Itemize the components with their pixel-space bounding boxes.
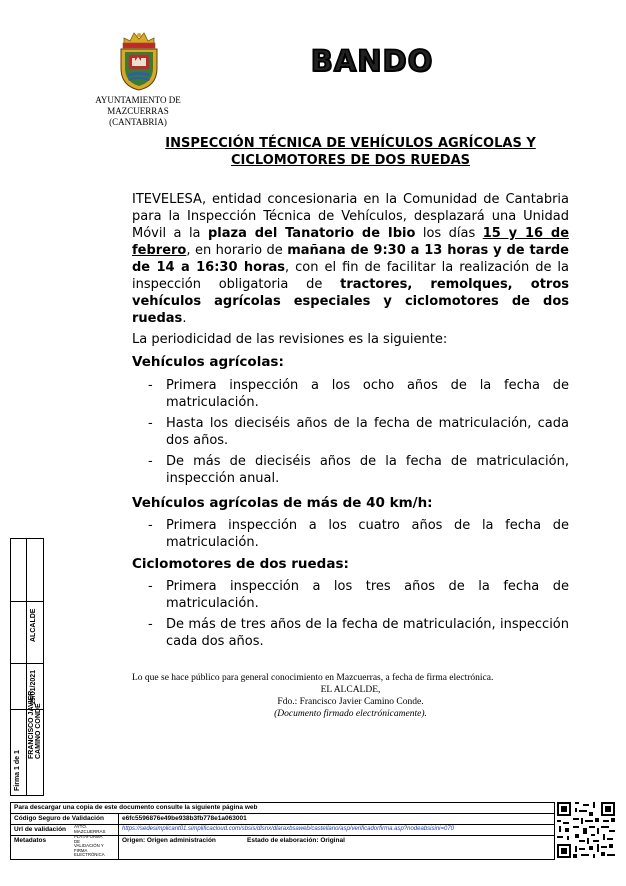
ayuntamiento-label (86, 95, 190, 128)
validation-url-link[interactable]: https://sedesimplicant01.simplificacloud.com/sbsis/dlsnx/dlaraxbsaweb/castellano/asp/verificadorfirma.asp?nodeabsisini=070 (122, 826, 455, 832)
intro-text: los días (415, 226, 483, 241)
intro-text: , en horario de (186, 243, 288, 258)
metadata-entity (74, 835, 119, 859)
metadata-entity-line: ELECTRÓNICA (74, 852, 105, 858)
csv-value: e6fc5596876e49be938b3fb778e1a063001 (122, 815, 247, 822)
metadata-label: Metadatos (14, 837, 47, 844)
title-line: INSPECCIÓN TÉCNICA DE VEHÍCULOS AGRÍCOLAS Y (165, 136, 536, 151)
ayuntamiento-line: MAZCUERRAS (107, 106, 169, 116)
list-item (148, 578, 569, 612)
periodicity-text: La periodicidad de las revisiones es la siguiente: (132, 332, 448, 347)
dash-marker: - (148, 416, 153, 431)
url-entity-line: AYTO. (74, 824, 88, 829)
closing-signer-name: Fdo.: Francisco Javier Camino Conde. (277, 697, 424, 707)
signer-name-line: FRANCISCO JAVIER (28, 690, 35, 759)
intro-location: plaza del Tanatorio de Ibio (207, 226, 416, 241)
title-line: CICLOMOTORES DE DOS RUEDAS (230, 153, 471, 168)
intro-schedule: mañana de 9:30 a 13 horas y de tarde de 14 a 16:30 horas (132, 243, 569, 275)
signature-divider (11, 601, 43, 602)
list-item (148, 616, 569, 650)
signer-name-line: CAMINO CONDE (35, 703, 42, 759)
url-entity (74, 824, 119, 835)
section-list (148, 517, 569, 555)
dash-marker: - (148, 378, 153, 393)
closing-block (132, 672, 569, 720)
metadata-state: Estado de elaboración: Original (247, 837, 345, 844)
intro-vehicles: tractores, remolques, otros vehículos agrícolas especiales y ciclomotores de dos ruedas (132, 277, 569, 326)
list-item-text: De más de tres años de la fecha de matriculación, inspección cada dos años. (166, 617, 569, 649)
metadata-entity-line: VALIDACIÓN Y (74, 843, 104, 849)
section-heading: Vehículos agrícolas de más de 40 km/h: (132, 495, 433, 511)
footer-download-text: Para descargar una copia de este documento consulte la siguiente página web (14, 804, 258, 811)
metadata-entity-line: PLATAFORMA (74, 835, 103, 839)
list-item-text: Primera inspección a los cuatro años de la fecha de matriculación. (166, 518, 569, 550)
ayuntamiento-line: (CANTABRIA) (109, 117, 167, 127)
section-heading: Vehículos agrícolas: (132, 354, 284, 370)
url-label: Url de validación (14, 826, 67, 833)
intro-text: ITEVELESA, entidad concesionaria en la Comunidad de Cantabria para la Inspección Técnica de Vehículos, desplazará una Unidad Móvil a la (132, 192, 569, 241)
metadata-origin: Origen: Origen administración (122, 837, 216, 844)
ayuntamiento-line: AYUNTAMIENTO DE (95, 95, 181, 105)
document-title (132, 135, 569, 169)
bando-heading: BANDO (310, 44, 434, 78)
intro-text: , con el fin de facilitar la realización de la inspección obligatoria de (132, 260, 570, 292)
signature-box (10, 538, 44, 796)
metadata-entity-line: FIRMA (74, 847, 88, 853)
intro-paragraph (132, 191, 569, 327)
qr-code-icon (557, 802, 615, 858)
section-list (148, 377, 569, 491)
validation-footer (10, 802, 555, 860)
url-entity-line: MAZCUERRAS (74, 829, 106, 834)
dash-marker: - (148, 617, 153, 632)
list-item-text: Primera inspección a los ocho años de la fecha de matriculación. (166, 378, 569, 410)
list-item (148, 453, 569, 487)
closing-signer-title: EL ALCALDE, (320, 685, 381, 695)
list-item (148, 377, 569, 411)
dash-marker: - (148, 518, 153, 533)
section-list (148, 578, 569, 654)
list-item-text: Primera inspección a los tres años de la fecha de matriculación. (166, 579, 569, 611)
signer-role: ALCALDE (30, 608, 37, 642)
intro-text: . (182, 311, 187, 326)
list-item-text: De más de dieciséis años de la fecha de matriculación, inspección anual. (166, 454, 569, 486)
dash-marker: - (148, 454, 153, 469)
list-item-text: Hasta los dieciséis años de la fecha de matriculación, cada dos años. (166, 416, 569, 448)
intro-dates: 15 y 16 de febrero (132, 226, 570, 258)
signature-date: 19/01/2021 (30, 669, 37, 705)
list-item (148, 415, 569, 449)
closing-line: Lo que se hace público para general conocimiento en Mazcuerras, a fecha de firma electrónica. (132, 673, 494, 683)
closing-note: (Documento firmado electrónicamente). (274, 709, 427, 719)
metadata-entity-line: DE (74, 838, 80, 844)
section-heading: Ciclomotores de dos ruedas: (132, 556, 349, 572)
dash-marker: - (148, 579, 153, 594)
csv-label: Código Seguro de Validación (14, 815, 104, 822)
signature-divider (11, 663, 43, 664)
coat-of-arms-icon (116, 30, 162, 92)
signature-count: Firma 1 de 1 (14, 750, 21, 791)
list-item (148, 517, 569, 551)
footer-row (11, 835, 554, 859)
